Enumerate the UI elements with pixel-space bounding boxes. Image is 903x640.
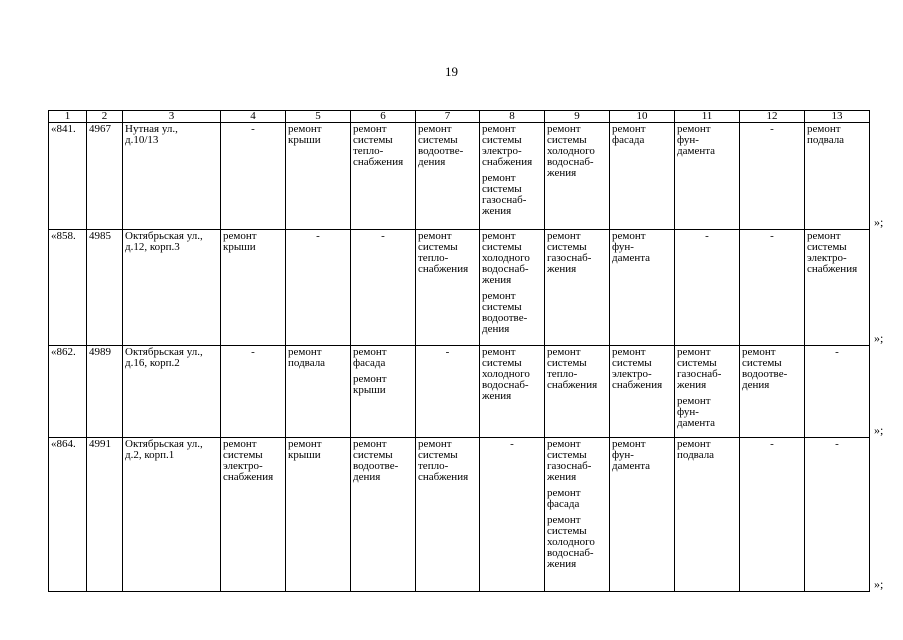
cell-text-line: ремонт <box>612 346 646 358</box>
cell-text-line: ремонт <box>288 438 322 450</box>
row-terminator: »; <box>874 422 884 437</box>
cell-text-line: ремонт <box>418 438 452 450</box>
work-cell-col-7 <box>416 123 480 230</box>
cell-text-line: фун- <box>677 406 699 418</box>
cell-text-line: электро- <box>612 368 652 380</box>
column-number-4: 4 <box>221 111 286 123</box>
cell-text-line: снабжения <box>223 471 274 483</box>
cell-text-line: тепло- <box>418 460 449 472</box>
cell-text-line: дения <box>353 471 381 483</box>
work-cell-col-10 <box>610 230 675 346</box>
work-cell-col-13 <box>805 230 870 346</box>
work-cell-col-11 <box>675 123 740 230</box>
work-item <box>612 439 672 472</box>
work-item <box>223 439 283 483</box>
column-number-12: 12 <box>740 111 805 123</box>
work-cell-col-12 <box>740 230 805 346</box>
cell-text-line: жения <box>547 558 577 570</box>
cell-text-line: ремонт <box>288 346 322 358</box>
cell-text-line: снабжения <box>418 263 469 275</box>
work-cell-col-11 <box>675 230 740 346</box>
work-item <box>612 231 672 264</box>
cell-text-line: тепло- <box>547 368 578 380</box>
building-address <box>123 230 221 346</box>
cell-text-line: ремонт <box>482 172 516 184</box>
cell-text-line: подвала <box>677 449 715 461</box>
cell-text-line: жения <box>482 205 512 217</box>
cell-text-line: ремонт <box>612 123 646 135</box>
cell-text-line: газоснаб- <box>547 460 592 472</box>
cell-text-line: - <box>251 346 255 358</box>
work-item <box>547 124 607 179</box>
cell-text-line: - <box>770 438 774 450</box>
cell-text-line: - <box>510 438 514 450</box>
column-number-6: 6 <box>351 111 416 123</box>
cell-text-line: ремонт <box>677 346 711 358</box>
work-item <box>288 231 348 242</box>
cell-text-line: электро- <box>807 252 847 264</box>
work-item <box>418 347 477 358</box>
cell-text-line: водоснаб- <box>547 547 594 559</box>
cell-text-line: крыши <box>223 241 256 253</box>
building-code: 4991 <box>87 438 123 592</box>
work-cell-col-12 <box>740 346 805 438</box>
cell-text-line: дения <box>482 323 510 335</box>
work-item <box>677 231 737 242</box>
cell-text-line: ремонт <box>482 346 516 358</box>
work-cell-col-12 <box>740 438 805 592</box>
cell-text-line: системы <box>547 525 587 537</box>
cell-text-line: газоснаб- <box>677 368 722 380</box>
column-number-8: 8 <box>480 111 545 123</box>
table-row <box>49 230 870 346</box>
work-item <box>223 347 283 358</box>
cell-text-line: системы <box>482 241 522 253</box>
cell-text-line: Октябрьская ул., <box>125 438 203 450</box>
cell-text-line: водоснаб- <box>482 263 529 275</box>
cell-text-line: ремонт <box>482 290 516 302</box>
cell-text-line: жения <box>547 263 577 275</box>
cell-text-line: водоотве- <box>353 460 399 472</box>
row-terminator: »; <box>874 576 884 591</box>
cell-text-line: ремонт <box>612 438 646 450</box>
cell-text-line: холодного <box>482 252 530 264</box>
building-address <box>123 438 221 592</box>
cell-text-line: дамента <box>612 252 651 264</box>
work-cell-col-6 <box>351 123 416 230</box>
cell-text-line: д.2, корп.1 <box>125 449 175 461</box>
cell-text-line: снабжения <box>612 379 663 391</box>
column-number-5: 5 <box>286 111 351 123</box>
work-item <box>807 231 867 275</box>
column-number-row <box>49 111 870 123</box>
page-number: 19 <box>445 64 458 79</box>
work-cell-col-6 <box>351 438 416 592</box>
repair-schedule-table <box>48 110 870 592</box>
cell-text-line: системы <box>482 301 522 313</box>
work-item <box>677 124 737 157</box>
row-terminator: »; <box>874 214 884 229</box>
cell-text-line: снабжения <box>807 263 858 275</box>
cell-text-line: дения <box>418 156 446 168</box>
cell-text-line: жения <box>677 379 707 391</box>
cell-text-line: ремонт <box>482 230 516 242</box>
work-item <box>482 347 542 402</box>
work-item <box>353 231 413 242</box>
work-item <box>482 124 542 168</box>
cell-text-line: системы <box>482 183 522 195</box>
work-item <box>482 231 542 286</box>
work-cell-col-5 <box>286 230 351 346</box>
work-cell-col-7 <box>416 438 480 592</box>
work-item <box>807 439 867 450</box>
cell-text-line: крыши <box>288 134 321 146</box>
work-cell-col-7 <box>416 230 480 346</box>
cell-text-line: холодного <box>482 368 530 380</box>
work-cell-col-5 <box>286 346 351 438</box>
cell-text-line: ремонт <box>807 230 841 242</box>
row-number: «858. <box>49 230 87 346</box>
cell-text-line: ремонт <box>612 230 646 242</box>
work-cell-col-4 <box>221 438 286 592</box>
work-cell-col-9 <box>545 438 610 592</box>
cell-text-line: ремонт <box>353 373 387 385</box>
work-item <box>677 396 737 429</box>
cell-text-line: холодного <box>547 145 595 157</box>
cell-text-line: газоснаб- <box>547 252 592 264</box>
cell-text-line: холодного <box>547 536 595 548</box>
cell-text-line: ремонт <box>482 123 516 135</box>
work-item <box>677 347 737 391</box>
row-number: «841. <box>49 123 87 230</box>
cell-text-line: жения <box>482 390 512 402</box>
cell-text-line: снабжения <box>353 156 404 168</box>
cell-text-line: д.12, корп.3 <box>125 241 180 253</box>
work-item <box>223 124 283 135</box>
cell-text-line: ремонт <box>223 230 257 242</box>
cell-text-line: фасада <box>612 134 645 146</box>
cell-text-line: жения <box>547 471 577 483</box>
work-item <box>482 173 542 217</box>
work-cell-col-6 <box>351 346 416 438</box>
cell-text-line: - <box>316 230 320 242</box>
table-row <box>49 346 870 438</box>
work-item <box>547 347 607 391</box>
cell-text-line: дамента <box>612 460 651 472</box>
cell-text-line: - <box>835 346 839 358</box>
cell-text-line: крыши <box>288 449 321 461</box>
cell-text-line: Октябрьская ул., <box>125 230 203 242</box>
column-number-11: 11 <box>675 111 740 123</box>
cell-text-line: фасада <box>547 498 580 510</box>
cell-text-line: фун- <box>612 241 634 253</box>
cell-text-line: ремонт <box>547 123 581 135</box>
cell-text-line: ремонт <box>353 346 387 358</box>
row-terminator: »; <box>874 330 884 345</box>
work-cell-col-13 <box>805 346 870 438</box>
cell-text-line: - <box>381 230 385 242</box>
work-item <box>288 347 348 369</box>
cell-text-line: газоснаб- <box>482 194 527 206</box>
cell-text-line: - <box>705 230 709 242</box>
cell-text-line: системы <box>418 241 458 253</box>
cell-text-line: Нутная ул., <box>125 123 178 135</box>
building-code: 4967 <box>87 123 123 230</box>
work-cell-col-5 <box>286 438 351 592</box>
cell-text-line: д.16, корп.2 <box>125 357 180 369</box>
cell-text-line: водоснаб- <box>547 156 594 168</box>
cell-text-line: системы <box>547 449 587 461</box>
work-item <box>418 124 477 168</box>
cell-text-line: крыши <box>353 384 386 396</box>
work-cell-col-12 <box>740 123 805 230</box>
work-item <box>223 231 283 253</box>
work-item <box>547 231 607 275</box>
cell-text-line: - <box>770 123 774 135</box>
cell-text-line: системы <box>223 449 263 461</box>
work-item <box>742 347 802 391</box>
cell-text-line: дения <box>742 379 770 391</box>
cell-text-line: водоснаб- <box>482 379 529 391</box>
work-cell-col-5 <box>286 123 351 230</box>
cell-text-line: - <box>835 438 839 450</box>
cell-text-line: д.10/13 <box>125 134 159 146</box>
cell-text-line: ремонт <box>353 438 387 450</box>
cell-text-line: ремонт <box>223 438 257 450</box>
cell-text-line: системы <box>807 241 847 253</box>
work-item <box>742 124 802 135</box>
work-item <box>353 439 413 483</box>
work-item <box>547 488 607 510</box>
row-number: «864. <box>49 438 87 592</box>
work-cell-col-10 <box>610 438 675 592</box>
cell-text-line: ремонт <box>353 123 387 135</box>
cell-text-line: системы <box>742 357 782 369</box>
work-item <box>482 439 542 450</box>
cell-text-line: жения <box>482 274 512 286</box>
building-address <box>123 123 221 230</box>
cell-text-line: ремонт <box>418 230 452 242</box>
column-number-1: 1 <box>49 111 87 123</box>
cell-text-line: ремонт <box>547 230 581 242</box>
cell-text-line: ремонт <box>677 395 711 407</box>
cell-text-line: дамента <box>677 145 716 157</box>
work-cell-col-10 <box>610 346 675 438</box>
cell-text-line: системы <box>547 134 587 146</box>
column-number-2: 2 <box>87 111 123 123</box>
work-cell-col-10 <box>610 123 675 230</box>
cell-text-line: снабжения <box>482 156 533 168</box>
cell-text-line: системы <box>482 357 522 369</box>
work-cell-col-4 <box>221 123 286 230</box>
cell-text-line: ремонт <box>547 514 581 526</box>
cell-text-line: системы <box>547 241 587 253</box>
work-cell-col-9 <box>545 230 610 346</box>
cell-text-line: - <box>251 123 255 135</box>
cell-text-line: фасада <box>353 357 386 369</box>
cell-text-line: жения <box>547 167 577 179</box>
work-item <box>742 231 802 242</box>
cell-text-line: подвала <box>807 134 845 146</box>
cell-text-line: ремонт <box>807 123 841 135</box>
cell-text-line: ремонт <box>677 123 711 135</box>
cell-text-line: системы <box>482 134 522 146</box>
work-item <box>353 374 413 396</box>
table-row <box>49 438 870 592</box>
cell-text-line: системы <box>677 357 717 369</box>
work-item <box>547 439 607 483</box>
cell-text-line: дамента <box>677 417 716 429</box>
work-item <box>418 231 477 275</box>
cell-text-line: снабжения <box>547 379 598 391</box>
work-cell-col-11 <box>675 346 740 438</box>
cell-text-line: электро- <box>482 145 522 157</box>
work-cell-col-4 <box>221 230 286 346</box>
cell-text-line: электро- <box>223 460 263 472</box>
work-cell-col-13 <box>805 123 870 230</box>
work-cell-col-9 <box>545 123 610 230</box>
building-address <box>123 346 221 438</box>
cell-text-line: фун- <box>612 449 634 461</box>
work-item <box>482 291 542 335</box>
row-number: «862. <box>49 346 87 438</box>
work-item <box>807 347 867 358</box>
cell-text-line: снабжения <box>418 471 469 483</box>
work-cell-col-8 <box>480 123 545 230</box>
cell-text-line: ремонт <box>742 346 776 358</box>
cell-text-line: - <box>770 230 774 242</box>
cell-text-line: тепло- <box>353 145 384 157</box>
cell-text-line: системы <box>612 357 652 369</box>
building-code: 4985 <box>87 230 123 346</box>
work-item <box>288 439 348 461</box>
cell-text-line: системы <box>353 449 393 461</box>
work-cell-col-8 <box>480 438 545 592</box>
cell-text-line: ремонт <box>547 346 581 358</box>
table-row <box>49 123 870 230</box>
cell-text-line: Октябрьская ул., <box>125 346 203 358</box>
cell-text-line: ремонт <box>547 487 581 499</box>
cell-text-line: водоотве- <box>482 312 528 324</box>
work-item <box>742 439 802 450</box>
work-cell-col-9 <box>545 346 610 438</box>
work-item <box>677 439 737 461</box>
cell-text-line: системы <box>418 449 458 461</box>
work-cell-col-13 <box>805 438 870 592</box>
cell-text-line: системы <box>418 134 458 146</box>
cell-text-line: ремонт <box>547 438 581 450</box>
work-item <box>353 124 413 168</box>
cell-text-line: системы <box>353 134 393 146</box>
work-item <box>612 124 672 146</box>
column-number-3: 3 <box>123 111 221 123</box>
cell-text-line: фун- <box>677 134 699 146</box>
work-cell-col-8 <box>480 346 545 438</box>
table-body <box>49 111 870 592</box>
cell-text-line: водоотве- <box>742 368 788 380</box>
work-cell-col-11 <box>675 438 740 592</box>
work-cell-col-4 <box>221 346 286 438</box>
cell-text-line: тепло- <box>418 252 449 264</box>
cell-text-line: системы <box>547 357 587 369</box>
column-number-13: 13 <box>805 111 870 123</box>
cell-text-line: - <box>445 346 450 358</box>
cell-text-line: водоотве- <box>418 145 464 157</box>
work-item <box>288 124 348 146</box>
work-item <box>418 439 477 483</box>
cell-text-line: ремонт <box>677 438 711 450</box>
building-code: 4989 <box>87 346 123 438</box>
work-item <box>612 347 672 391</box>
work-cell-col-6 <box>351 230 416 346</box>
work-item <box>547 515 607 570</box>
column-number-10: 10 <box>610 111 675 123</box>
work-item <box>807 124 867 146</box>
column-number-7: 7 <box>416 111 480 123</box>
cell-text-line: подвала <box>288 357 326 369</box>
cell-text-line: ремонт <box>418 123 452 135</box>
work-cell-col-8 <box>480 230 545 346</box>
cell-text-line: ремонт <box>288 123 322 135</box>
work-item <box>353 347 413 369</box>
work-cell-col-7 <box>416 346 480 438</box>
column-number-9: 9 <box>545 111 610 123</box>
